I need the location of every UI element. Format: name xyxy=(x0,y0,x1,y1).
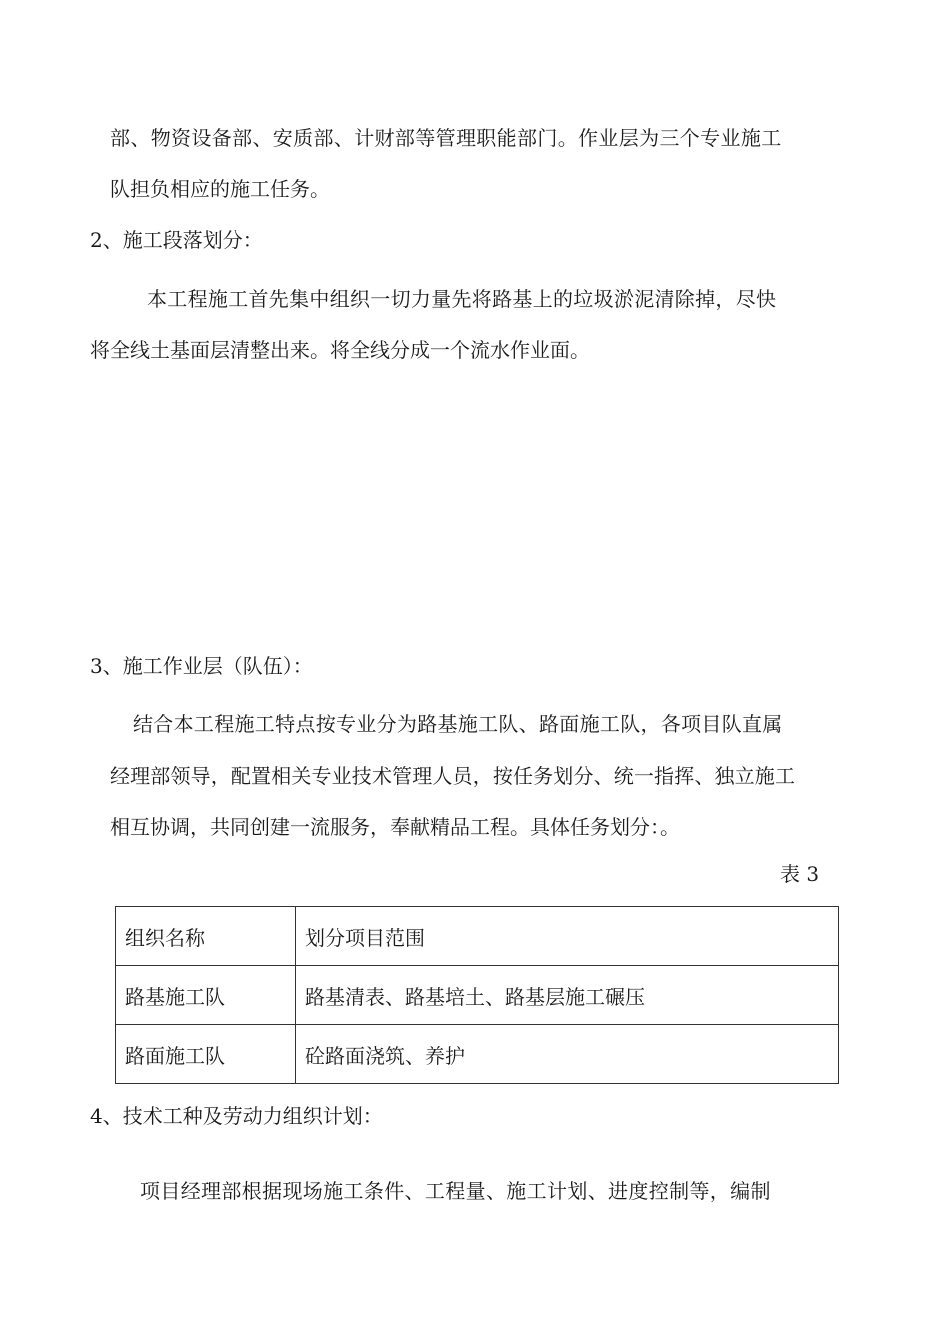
paragraph-line: 结合本工程施工特点按专业分为路基施工队、路面施工队，各项目队直属 xyxy=(133,712,783,736)
paragraph-line: 将全线土基面层清整出来。将全线分成一个流水作业面。 xyxy=(90,338,590,362)
paragraph-line: 项目经理部根据现场施工条件、工程量、施工计划、进度控制等，编制 xyxy=(140,1179,771,1203)
table-cell: 路面施工队 xyxy=(116,1025,296,1084)
table-cell: 砼路面浇筑、养护 xyxy=(296,1025,839,1084)
table-cell: 路基施工队 xyxy=(116,966,296,1025)
paragraph-line: 经理部领导，配置相关专业技术管理人员，按任务划分、统一指挥、独立施工 xyxy=(110,764,796,788)
table-header-row xyxy=(116,907,839,966)
table-caption: 表 3 xyxy=(780,862,820,886)
paragraph-line: 队担负相应的施工任务。 xyxy=(110,177,330,201)
paragraph-line: 部、物资设备部、安质部、计财部等管理职能部门。作业层为三个专业施工 xyxy=(110,126,782,150)
table-row xyxy=(116,966,839,1025)
paragraph-line: 本工程施工首先集中组织一切力量先将路基上的垃圾淤泥清除掉，尽快 xyxy=(147,287,777,311)
table-header-cell: 划分项目范围 xyxy=(296,907,839,966)
section-heading: 2、施工段落划分： xyxy=(90,228,263,252)
table-cell: 路基清表、路基培土、路基层施工碾压 xyxy=(296,966,839,1025)
table-header-cell: 组织名称 xyxy=(116,907,296,966)
task-division-table xyxy=(115,906,839,1084)
section-heading: 4、技术工种及劳动力组织计划： xyxy=(90,1104,383,1128)
paragraph-line: 相互协调，共同创建一流服务，奉献精品工程。具体任务划分：。 xyxy=(110,815,680,839)
table-row xyxy=(116,1025,839,1084)
section-heading: 3、施工作业层（队伍）： xyxy=(90,654,313,678)
